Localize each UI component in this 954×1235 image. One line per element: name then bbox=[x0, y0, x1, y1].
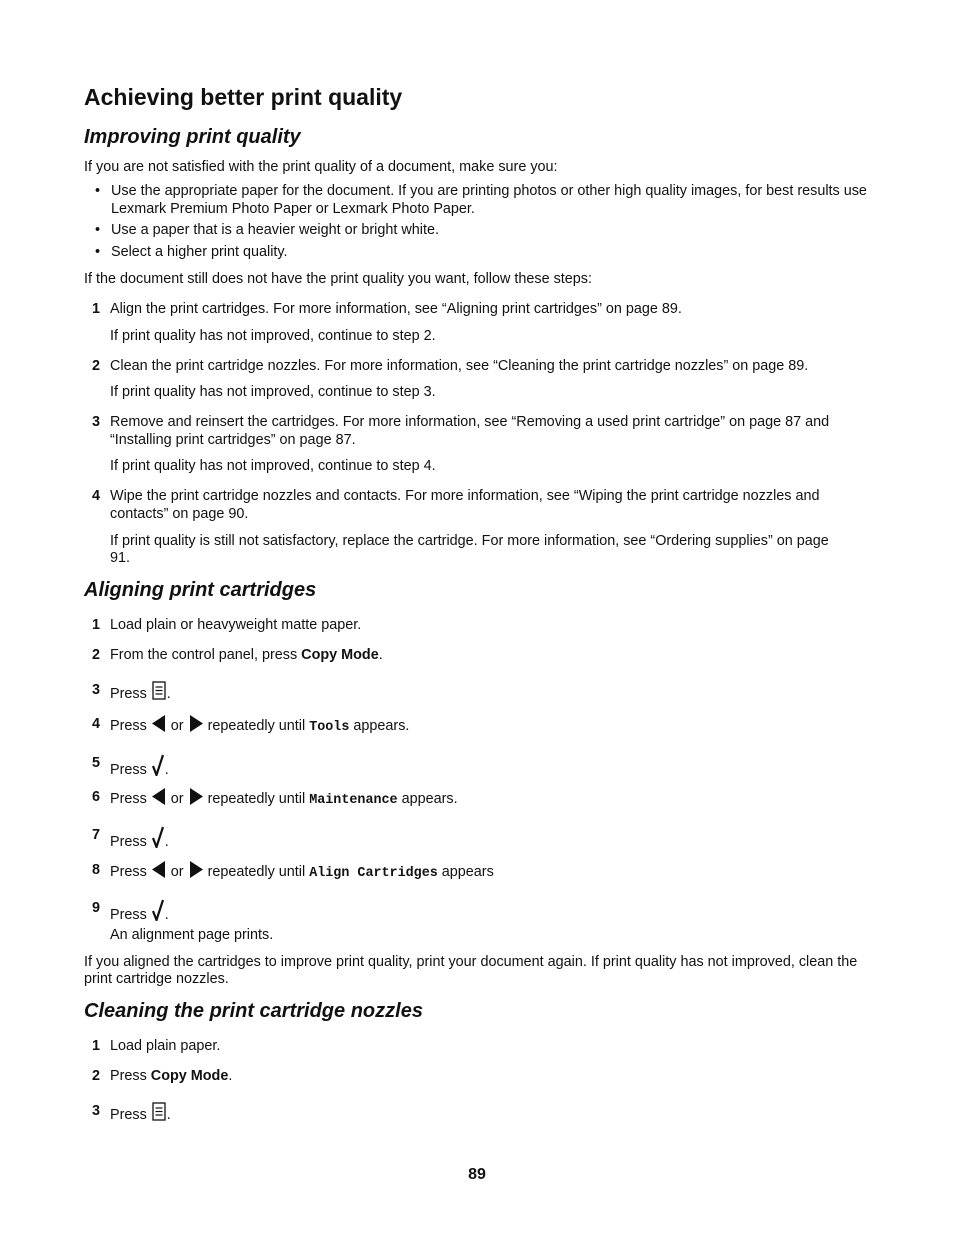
right-arrow-icon bbox=[189, 861, 203, 883]
step-text: Align the print cartridges. For more information, see “Aligning print cartridges” on page 89. bbox=[110, 301, 682, 317]
intro-paragraph: If you are not satisfied with the print quality of a document, make sure you: bbox=[84, 159, 558, 175]
right-arrow-icon bbox=[189, 715, 203, 737]
step-text: Remove and reinsert the cartridges. For more information, see “Removing a used print cartridge” on page 87 and “Installing print cartridges” on page 87. bbox=[110, 414, 830, 448]
step-note: If print quality has not improved, continue to step 4. bbox=[110, 458, 436, 474]
right-arrow-icon bbox=[189, 788, 203, 810]
left-arrow-icon bbox=[152, 715, 166, 737]
step-number: 3 bbox=[92, 414, 101, 430]
step-number: 1 bbox=[92, 301, 101, 317]
step-text: Load plain paper. bbox=[110, 1038, 221, 1054]
step-number: 1 bbox=[92, 617, 101, 633]
step-number: 4 bbox=[92, 488, 101, 504]
left-arrow-icon bbox=[152, 788, 166, 810]
step-note: If print quality has not improved, continue to step 3. bbox=[110, 384, 436, 400]
step-number: 5 bbox=[92, 755, 101, 771]
step-note: If print quality is still not satisfactory, replace the cartridge. For more information, see “Ordering supplies” on page 91. bbox=[110, 533, 829, 566]
step-note: If print quality has not improved, continue to step 2. bbox=[110, 328, 436, 344]
copy-mode-button-label: Copy Mode bbox=[301, 647, 379, 663]
display-text: Maintenance bbox=[309, 793, 398, 808]
step-number: 2 bbox=[92, 1068, 101, 1084]
check-icon bbox=[152, 754, 164, 781]
display-text: Align Cartridges bbox=[309, 866, 438, 881]
step-result: An alignment page prints. bbox=[110, 927, 274, 943]
section-heading-cleaning: Cleaning the print cartridge nozzles bbox=[84, 1000, 423, 1022]
step-number: 4 bbox=[92, 716, 101, 732]
step-number: 9 bbox=[92, 900, 101, 916]
bullet-text: Use a paper that is a heavier weight or bright white. bbox=[111, 222, 439, 238]
step-number: 2 bbox=[92, 358, 101, 374]
step-number: 1 bbox=[92, 1038, 101, 1054]
followup-paragraph: If the document still does not have the print quality you want, follow these steps: bbox=[84, 271, 592, 287]
step-number: 3 bbox=[92, 1103, 101, 1119]
menu-icon bbox=[152, 681, 166, 705]
closing-paragraph: If you aligned the cartridges to improve print quality, print your document again. If print quality has not improved, clean the print cartridge nozzles. bbox=[84, 954, 858, 987]
copy-mode-button-label: Copy Mode bbox=[150, 1068, 229, 1084]
section-heading-improving: Improving print quality bbox=[84, 126, 301, 148]
step-number: 6 bbox=[92, 789, 101, 805]
page-number: 89 bbox=[468, 1166, 486, 1183]
display-text: Tools bbox=[309, 720, 350, 735]
menu-icon bbox=[152, 1102, 166, 1126]
step-number: 3 bbox=[92, 682, 101, 698]
check-icon bbox=[152, 826, 164, 853]
bullet-text: Use the appropriate paper for the document. If you are printing photos or other high quality images, for best results use Lexmark Premium Photo Paper or Lexmark Photo Paper. bbox=[111, 183, 867, 217]
step-text: Load plain or heavyweight matte paper. bbox=[110, 617, 362, 633]
step-number: 2 bbox=[92, 647, 101, 663]
step-text: Wipe the print cartridge nozzles and contacts. For more information, see “Wiping the print cartridge nozzles and contacts” on page 90. bbox=[110, 488, 820, 522]
page-title: Achieving better print quality bbox=[84, 84, 403, 110]
check-icon bbox=[152, 899, 164, 926]
step-text: Clean the print cartridge nozzles. For more information, see “Cleaning the print cartridge nozzles” on page 89. bbox=[110, 358, 809, 374]
bullet-text: Select a higher print quality. bbox=[111, 244, 288, 260]
section-heading-aligning: Aligning print cartridges bbox=[84, 579, 317, 601]
step-number: 8 bbox=[92, 862, 101, 878]
left-arrow-icon bbox=[152, 861, 166, 883]
step-number: 7 bbox=[92, 827, 101, 843]
